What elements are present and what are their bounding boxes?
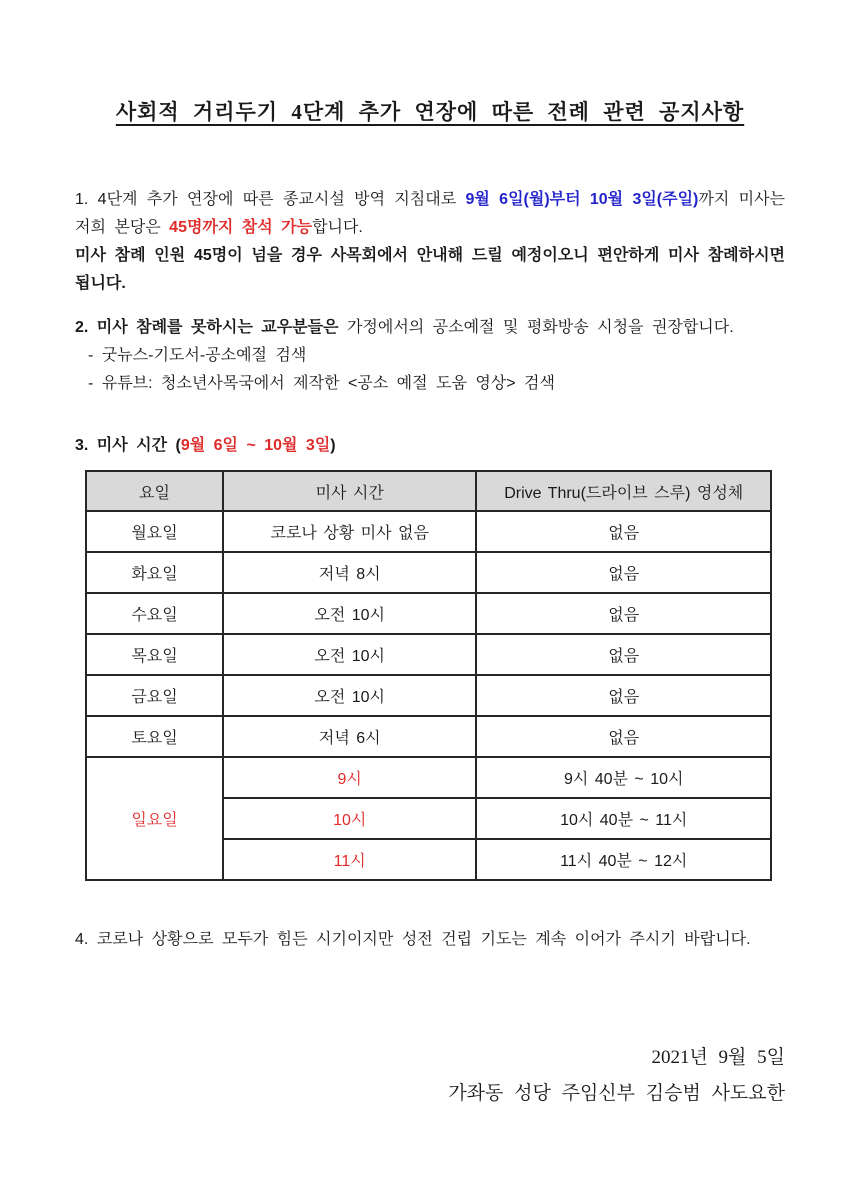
- cell-day: 금요일: [86, 675, 223, 716]
- cell-day: 목요일: [86, 634, 223, 675]
- item3-paren-close: ): [330, 437, 336, 454]
- signature-date: 2021년 9월 5일: [651, 1047, 785, 1068]
- mass-schedule-table: [85, 470, 772, 881]
- table-row: [86, 593, 771, 634]
- table-row: [86, 716, 771, 757]
- signature-name: 가좌동 성당 주임신부 김승범 사도요한: [448, 1083, 785, 1104]
- table-row: [86, 511, 771, 552]
- item3-label: 3. 미사 시간: [75, 437, 168, 454]
- item1-date-range-highlight: 9월 6일(월)부터 10월 3일(주일): [465, 191, 699, 208]
- notice-document: [0, 96, 848, 1112]
- cell-day: 토요일: [86, 716, 223, 757]
- cell-time-sunday: 9시: [223, 757, 476, 798]
- cell-time: 오전 10시: [223, 675, 476, 716]
- cell-drive: 없음: [476, 675, 771, 716]
- cell-day: 화요일: [86, 552, 223, 593]
- header-drive-thru: Drive Thru(드라이브 스루) 영성체: [476, 471, 771, 511]
- page-title: 사회적 거리두기 4단계 추가 연장에 따른 전례 관련 공지사항: [115, 100, 745, 124]
- item2-paragraph: [75, 314, 785, 398]
- table-row: [86, 552, 771, 593]
- cell-time: 저녁 8시: [223, 552, 476, 593]
- signature-block: [75, 1040, 785, 1112]
- cell-drive: 없음: [476, 552, 771, 593]
- table-row: [86, 634, 771, 675]
- cell-time: 오전 10시: [223, 593, 476, 634]
- item3-date-range: 9월 6일 ~ 10월 3일: [180, 437, 331, 454]
- item1-paragraph: [75, 186, 785, 298]
- cell-day: 월요일: [86, 511, 223, 552]
- cell-drive-sunday: 10시 40분 ~ 11시: [476, 798, 771, 839]
- item1-capacity-highlight: 45명까지 참석 가능: [169, 219, 313, 236]
- item2-bold-lead: 2. 미사 참례를 못하시는 교우분들은: [75, 319, 339, 336]
- table-header-row: [86, 471, 771, 511]
- cell-drive-sunday: 11시 40분 ~ 12시: [476, 839, 771, 880]
- cell-drive-sunday: 9시 40분 ~ 10시: [476, 757, 771, 798]
- item1-text-start: 1. 4단계 추가 연장에 따른 종교시설 방역 지침대로: [75, 191, 466, 208]
- item2-text-rest: 가정에서의 공소예절 및 평화방송 시청을 권장합니다.: [338, 319, 734, 336]
- cell-time: 오전 10시: [223, 634, 476, 675]
- item1-text-middle: 까지 미사는 저희 본당은: [75, 191, 785, 236]
- item3-paren-open: (: [167, 437, 181, 454]
- item3-heading: [75, 432, 785, 460]
- cell-drive: 없음: [476, 593, 771, 634]
- cell-drive: 없음: [476, 634, 771, 675]
- table-row-sunday: [86, 757, 771, 798]
- header-day: 요일: [86, 471, 223, 511]
- cell-drive: 없음: [476, 511, 771, 552]
- cell-time-sunday: 10시: [223, 798, 476, 839]
- cell-time-sunday: 11시: [223, 839, 476, 880]
- header-mass-time: 미사 시간: [223, 471, 476, 511]
- item2-bullet-goodnews: - 굿뉴스-기도서-공소예절 검색: [88, 347, 307, 364]
- item4-paragraph: 4. 코로나 상황으로 모두가 힘든 시기이지만 성전 건립 기도는 계속 이어가 주시기 바랍니다.: [75, 931, 751, 948]
- cell-day-sunday: 일요일: [86, 757, 223, 880]
- cell-day: 수요일: [86, 593, 223, 634]
- item1-bold-line: 미사 참례 인원 45명이 넘을 경우 사목회에서 안내해 드릴 예정이오니 편안하게 미사 참례하시면 됩니다.: [75, 247, 785, 292]
- item2-bullet-youtube: - 유튜브: 청소년사목국에서 제작한 <공소 예절 도움 영상> 검색: [88, 375, 555, 392]
- cell-time: 저녁 6시: [223, 716, 476, 757]
- table-row: [86, 675, 771, 716]
- cell-time: 코로나 상황 미사 없음: [223, 511, 476, 552]
- item1-text-end: 합니다.: [312, 219, 363, 236]
- cell-drive: 없음: [476, 716, 771, 757]
